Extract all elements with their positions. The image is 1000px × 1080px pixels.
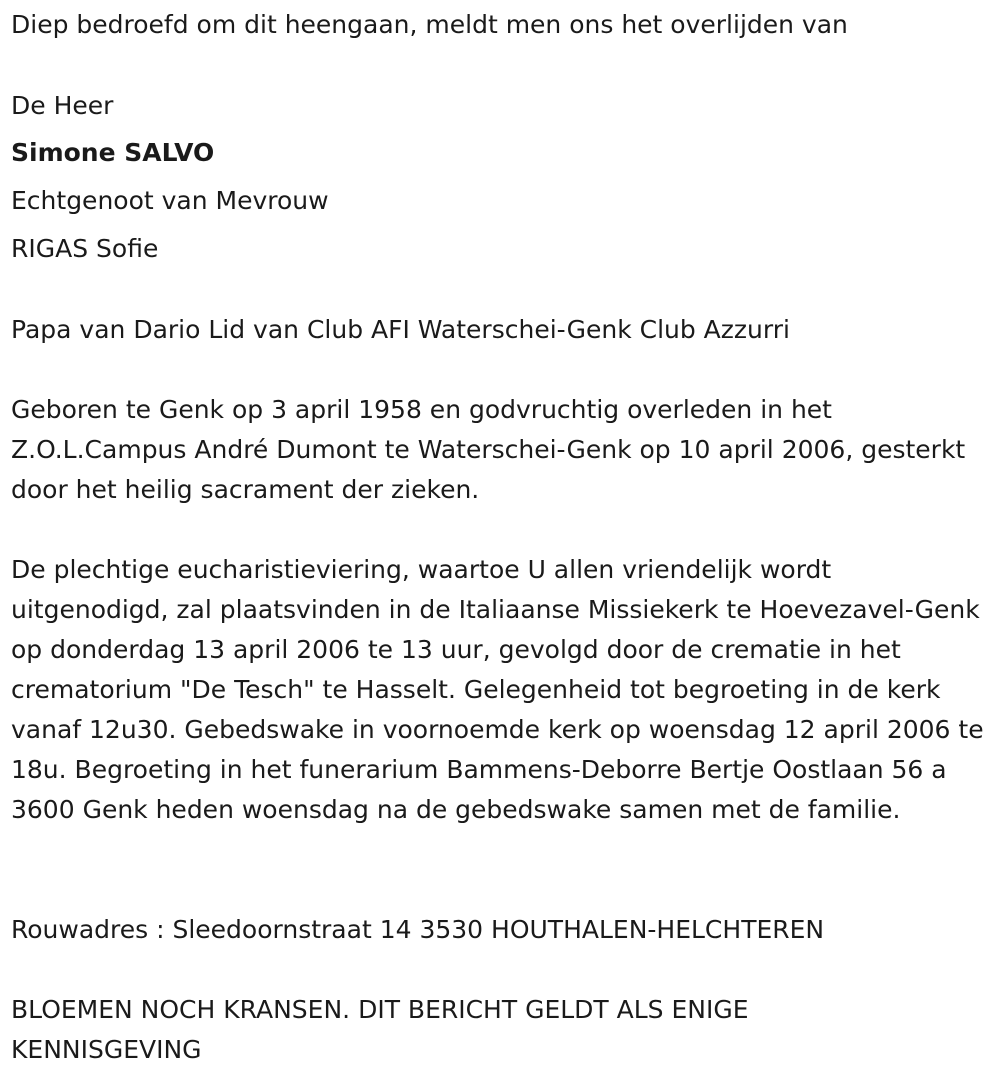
birth-death-paragraph: Geboren te Genk op 3 april 1958 en godvruchtig overleden in het Z.O.L.Campus André Dumont te Waterschei-Genk op 10 april 2006, gesterkt door het heilig sacrament der zieken.: [11, 395, 966, 504]
intro-text: Diep bedroefd om dit heengaan, meldt men ons het overlijden van: [11, 10, 848, 39]
spouse-label: Echtgenoot van Mevrouw: [11, 186, 329, 215]
ceremony-paragraph: De plechtige eucharistieviering, waartoe U allen vriendelijk wordt uitgenodigd, zal plaatsvinden in de Italiaanse Missiekerk te Hoevezavel-Genk op donderdag 13 april 2006 te 13 uur, gevolgd door de crematie in het crematorium "De Tesch" te Hasselt. Gelegenheid tot begroeting in de kerk vanaf 12u30. Gebedswake in voornoemde kerk op woensdag 12 april 2006 te 18u. Begroeting in het funerarium Bammens-Deborre Bertje Oostlaan 56 a 3600 Genk heden woensdag na de gebedswake samen met de familie.: [11, 555, 984, 824]
deceased-name: Simone SALVO: [11, 138, 215, 167]
notice-text: BLOEMEN NOCH KRANSEN. DIT BERICHT GELDT ALS ENIGE KENNISGEVING: [11, 995, 749, 1064]
address-text: Rouwadres : Sleedoornstraat 14 3530 HOUTHALEN-HELCHTEREN: [11, 915, 825, 944]
family-text: Papa van Dario Lid van Club AFI Waterschei-Genk Club Azzurri: [11, 315, 790, 344]
honorific: De Heer: [11, 91, 114, 120]
spouse-name: RIGAS Sofie: [11, 234, 159, 263]
